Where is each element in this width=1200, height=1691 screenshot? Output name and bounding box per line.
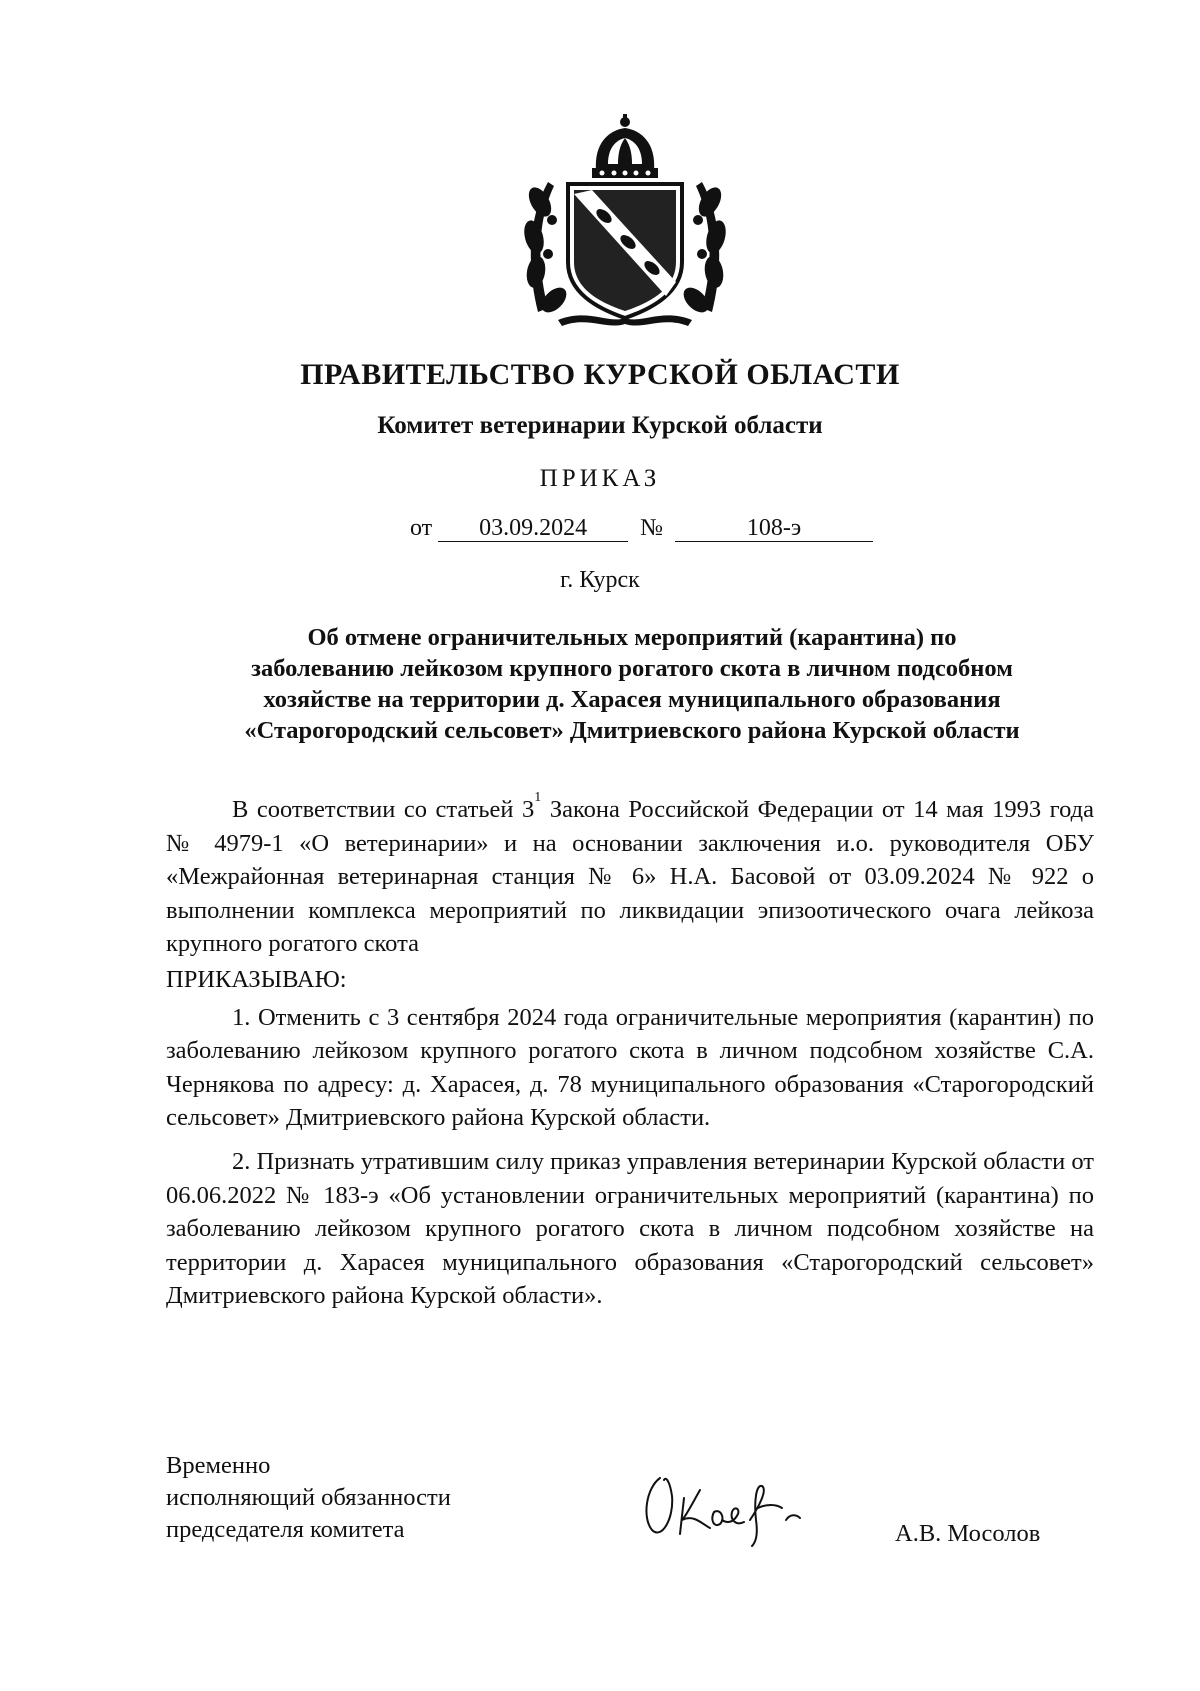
- preamble-paragraph: [166, 790, 1094, 961]
- position-line: председателя комитета: [166, 1516, 405, 1543]
- order-item-1: 1. Отменить с 3 сентября 2024 года ограничительные мероприятия (карантин) по заболеванию лейкозом крупного рогатого скота в личном подсобном хозяйстве С.А. Чернякова по адресу: д. Харасея, д. 78 муниципального образования «Старогородский сельсовет» Дмитриевского района Курской области.: [166, 1003, 1094, 1132]
- article-superscript: 1: [534, 790, 542, 805]
- order-item-2: 2. Признать утратившим силу приказ управления ветеринарии Курской области от 06.06.2022 № 183-э «Об установлении ограничительных мероприятий (карантина) по заболеванию лейкозом крупного рогатого скота в личном подсобном хозяйстве на территории д. Харасея муниципального образования «Старогородский сельсовет» Дмитриевского района Курской области».: [166, 1147, 1094, 1310]
- date-number-line: [410, 515, 870, 542]
- handwritten-signature-icon: [640, 1468, 840, 1548]
- city: г. Курск: [560, 567, 640, 593]
- coat-of-arms-icon: [518, 112, 732, 332]
- subject-line: хозяйстве на территории д. Харасея муниципального образования: [263, 686, 1001, 713]
- subject-line: Об отмене ограничительных мероприятий (карантина) по: [307, 624, 957, 651]
- date-prefix: от: [410, 515, 433, 541]
- order-word: ПРИКАЗЫВАЮ:: [166, 965, 347, 993]
- order-date: 03.09.2024: [438, 516, 628, 542]
- order-body: [166, 790, 1094, 1313]
- signatory-position: [166, 1450, 451, 1546]
- subject-line: заболеванию лейкозом крупного рогатого скота в личном подсобном: [251, 655, 1013, 682]
- document-type: ПРИКАЗ: [539, 465, 661, 492]
- signatory-name: А.В. Мосолов: [895, 1520, 1041, 1547]
- preamble-text: В соответствии со статьей 3: [232, 796, 535, 823]
- preamble-text-continued: Закона Российской Федерации от 14 мая 1993 года № 4979-1 «О ветеринарии» и на основании заключения и.о. руководителя ОБУ «Межрайонная ветеринарная станция № 6» Н.А. Басовой от 03.09.2024 № 922 о выполнении комплекса мероприятий по ликвидации эпизоотического очага лейкоза крупного рогатого скота: [166, 796, 1094, 958]
- position-line: Временно: [166, 1452, 271, 1479]
- number-prefix: №: [640, 515, 664, 541]
- order-subject: [170, 622, 1094, 746]
- position-line: исполняющий обязанности: [166, 1484, 451, 1511]
- government-title: ПРАВИТЕЛЬСТВО КУРСКОЙ ОБЛАСТИ: [300, 358, 900, 391]
- order-number: 108-э: [675, 516, 873, 542]
- committee-name: Комитет ветеринарии Курской области: [377, 412, 823, 439]
- subject-line: «Старогородский сельсовет» Дмитриевского района Курской области: [244, 717, 1020, 744]
